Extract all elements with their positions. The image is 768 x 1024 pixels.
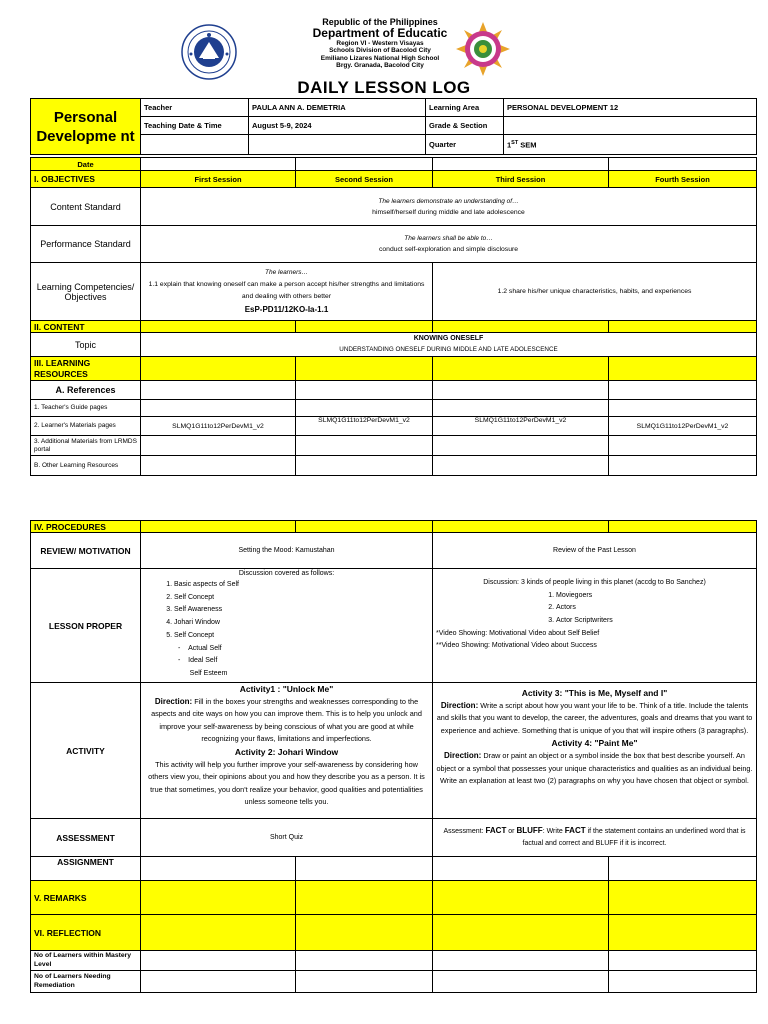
guide-cell [433, 400, 609, 417]
additional-materials-label: 3. Additional Materials from LRMDS portal [31, 436, 141, 456]
reflection-cell [141, 915, 296, 951]
lesson-log-table-main [30, 157, 757, 476]
reflection-cell [609, 915, 757, 951]
content-cell [609, 321, 757, 333]
school-line: Emiliano Lizares National High School [320, 54, 440, 62]
teacher-guide-label: 1. Teacher's Guide pages [31, 400, 141, 417]
content-standard-text: The learners demonstrate an understanding of… himself/herself during middle and late adolescence [141, 188, 757, 226]
ref-cell [433, 381, 609, 400]
remarks-cell [141, 881, 296, 915]
performance-standard-label: Performance Standard [31, 226, 141, 263]
additional-cell [296, 436, 433, 456]
remediation-label: No of Learners Needing Remediation [31, 971, 141, 993]
teaching-date-label: Teaching Date & Time [141, 117, 249, 135]
header-text-block [250, 17, 510, 69]
other-cell [609, 456, 757, 476]
remarks-cell [609, 881, 757, 915]
fourth-session-header: Fourth Session [609, 171, 757, 188]
teacher-value: PAULA ANN A. DEMETRIA [249, 99, 426, 117]
other-cell [433, 456, 609, 476]
performance-standard-text: The learners shall be able to… conduct self-exploration and simple disclosure [141, 226, 757, 263]
date-row-label: Date [31, 158, 141, 171]
module-code: SLMQ1G11to12PerDevM1_v2 [609, 417, 757, 436]
reflection-section-label: VI. REFLECTION [31, 915, 141, 951]
deped-seal-icon [181, 24, 237, 80]
mastery-cell [433, 951, 609, 971]
procedures-cell [609, 521, 757, 533]
mastery-label: No of Learners within Mastery Level [31, 951, 141, 971]
procedures-cell [141, 521, 296, 533]
division-line: Schools Division of Bacolod City [329, 47, 431, 55]
ref-cell [609, 381, 757, 400]
remediation-cell [609, 971, 757, 993]
topic-label: Topic [31, 333, 141, 357]
resources-cell [433, 357, 609, 381]
other-cell [141, 456, 296, 476]
date-cell [433, 158, 609, 171]
competencies-label: Learning Competencies/ Objectives [31, 263, 141, 321]
review-right: Review of the Past Lesson [433, 533, 757, 569]
review-motivation-label: REVIEW/ MOTIVATION [31, 533, 141, 569]
ref-cell [296, 381, 433, 400]
additional-cell [609, 436, 757, 456]
mastery-cell [609, 951, 757, 971]
mastery-cell [141, 951, 296, 971]
address-line: Brgy. Granada, Bacolod City [336, 61, 424, 69]
procedures-section-label: IV. PROCEDURES [31, 521, 141, 533]
content-standard-label: Content Standard [31, 188, 141, 226]
module-code: SLMQ1G11to12PerDevM1_v2 [296, 417, 433, 436]
lesson-proper-label: LESSON PROPER [31, 569, 141, 683]
third-session-header: Third Session [433, 171, 609, 188]
remarks-cell [296, 881, 433, 915]
ref-cell [141, 381, 296, 400]
blank-cell [249, 135, 426, 155]
quarter-label: Quarter [426, 135, 504, 155]
department-line: Department of Educatic [312, 26, 448, 40]
assignment-cell [296, 857, 433, 881]
assignment-label: ASSIGNMENT [31, 857, 141, 881]
competency-left: The learners… 1.1 explain that knowing oneself can make a person accept his/her strengths and limitations and dealing with others better EsP-PD11/12KO-Ia-1.1 [141, 263, 433, 321]
reflection-cell [433, 915, 609, 951]
topic-text: KNOWING ONESELF UNDERSTANDING ONESELF DURING MIDDLE AND LATE ADOLESCENCE [141, 333, 757, 357]
other-cell [296, 456, 433, 476]
guide-cell [609, 400, 757, 417]
assessment-right: Assessment: FACT or BLUFF: Write FACT if the statement contains an underlined word that is factual and correct and BLUFF if it is incorrect. [433, 819, 757, 857]
objectives-section-label: I. OBJECTIVES [31, 171, 141, 188]
learner-materials-label: 2. Learner's Materials pages [31, 417, 141, 436]
mastery-cell [296, 951, 433, 971]
assessment-left: Short Quiz [141, 819, 433, 857]
lesson-proper-left: Discussion covered as follows: 1. Basic aspects of Self 2. Self Concept 3. Self Awareness 4. Johari Window 5. Self Concept - Actual Self - Ideal Self Self Esteem [141, 569, 433, 683]
remarks-section-label: V. REMARKS [31, 881, 141, 915]
resources-cell [609, 357, 757, 381]
learning-area-label: Learning Area [426, 99, 504, 117]
competency-right: 1.2 share his/her unique characteristics, habits, and experiences [433, 263, 757, 321]
learning-area-value: PERSONAL DEVELOPMENT 12 [504, 99, 757, 117]
references-label: A. References [31, 381, 141, 400]
procedures-cell [433, 521, 609, 533]
content-section-label: II. CONTENT [31, 321, 141, 333]
date-cell [296, 158, 433, 171]
document-header [0, 0, 768, 100]
lesson-proper-right: Discussion: 3 kinds of people living in this planet (accdg to Bo Sanchez) 1. Moviegoers 2. Actors 3. Actor Scriptwriters *Video Showing: Motivational Video about Self Belief **Video Showing: Motivational Video about Success [433, 569, 757, 683]
date-cell [609, 158, 757, 171]
teacher-label: Teacher [141, 99, 249, 117]
date-cell [141, 158, 296, 171]
document-title: DAILY LESSON LOG [297, 78, 471, 97]
additional-cell [433, 436, 609, 456]
resources-section-label: III. LEARNING RESOURCES [31, 357, 141, 381]
additional-cell [141, 436, 296, 456]
module-code: SLMQ1G11to12PerDevM1_v2 [433, 417, 609, 436]
lesson-log-table-top [30, 98, 757, 155]
remarks-cell [433, 881, 609, 915]
assignment-cell [609, 857, 757, 881]
content-cell [141, 321, 296, 333]
region-line: Region VI - Western Visayas [336, 40, 424, 47]
assessment-label: ASSESSMENT [31, 819, 141, 857]
assignment-cell [433, 857, 609, 881]
activity-label: ACTIVITY [31, 683, 141, 819]
subject-title: Personal Developme nt [31, 99, 141, 155]
content-cell [296, 321, 433, 333]
procedures-table [30, 520, 757, 993]
grade-section-label: Grade & Section [426, 117, 504, 135]
blank-cell [141, 135, 249, 155]
review-left: Setting the Mood: Kamustahan [141, 533, 433, 569]
remediation-cell [296, 971, 433, 993]
other-resources-label: B. Other Learning Resources [31, 456, 141, 476]
resources-cell [296, 357, 433, 381]
activity-left: Activity1 : "Unlock Me" Direction: Fill in the boxes your strengths and weaknesses corresponding to the aspects and cite ways on how you can improve them. This is to help you unlock and improve your self-awareness by being conscious of what you are good at while recognizing your flaws, limitations and imperfections. Activity 2: Johari Window This activity will help you further improve your self-awareness by considering how others view you, their opinions about you and how they describe you as a person. It is true that sometimes, you don't realize your behavior, good qualities and potentialities unless someone tells you. [141, 683, 433, 819]
remediation-cell [141, 971, 296, 993]
quarter-value: 1ST SEM [504, 135, 757, 155]
guide-cell [296, 400, 433, 417]
grade-section-value [504, 117, 757, 135]
reflection-cell [296, 915, 433, 951]
teaching-date-value: August 5-9, 2024 [249, 117, 426, 135]
remediation-cell [433, 971, 609, 993]
resources-cell [141, 357, 296, 381]
first-session-header: First Session [141, 171, 296, 188]
content-cell [433, 321, 609, 333]
republic-line: Republic of the Philippines [322, 17, 438, 27]
guide-cell [141, 400, 296, 417]
activity-right: Activity 3: "This is Me, Myself and I" Direction: Write a script about how you want your life to be. Think of a title. Include the talents and skills that you want to develop, the career, the adventures, goals and dreams that you want to experience and achieve. Something that is unique of you that will inspire others (3 paragraphs). Activity 4: "Paint Me" Direction: Draw or paint an object or a symbol inside the box that best describe yourself. An object or a symbol that possesses your unique characteristics and qualities as an individual being. Write an explanation at least two (2) paragraphs on why you have chosen that object or symbol. [433, 683, 757, 819]
module-code: SLMQ1G11to12PerDevM1_v2 [141, 417, 296, 436]
assignment-cell [141, 857, 296, 881]
procedures-cell [296, 521, 433, 533]
second-session-header: Second Session [296, 171, 433, 188]
